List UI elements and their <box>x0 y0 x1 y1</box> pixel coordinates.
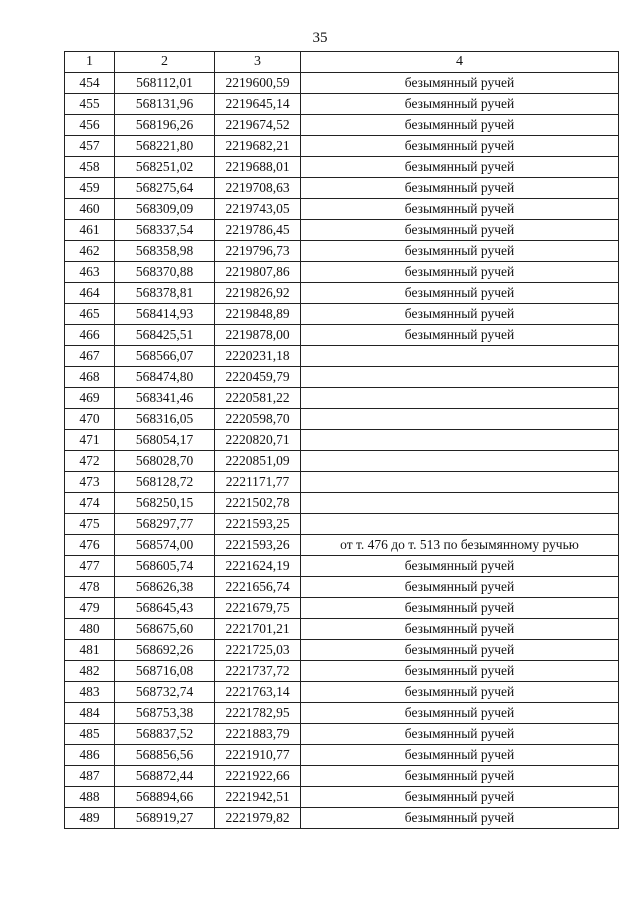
point-number-cell: 479 <box>65 598 115 619</box>
y-coordinate-cell: 2221922,66 <box>215 766 301 787</box>
x-coordinate-cell: 568251,02 <box>115 157 215 178</box>
table-row <box>65 241 619 262</box>
table-row <box>65 262 619 283</box>
header-col-2: 2 <box>115 52 215 73</box>
x-coordinate-cell: 568837,52 <box>115 724 215 745</box>
point-number-cell: 455 <box>65 94 115 115</box>
x-coordinate-cell: 568692,26 <box>115 640 215 661</box>
table-row <box>65 136 619 157</box>
description-cell: безымянный ручей <box>301 598 619 619</box>
table-row <box>65 283 619 304</box>
description-cell: безымянный ручей <box>301 94 619 115</box>
x-coordinate-cell: 568626,38 <box>115 577 215 598</box>
y-coordinate-cell: 2221782,95 <box>215 703 301 724</box>
point-number-cell: 478 <box>65 577 115 598</box>
description-cell: безымянный ручей <box>301 136 619 157</box>
y-coordinate-cell: 2221942,51 <box>215 787 301 808</box>
y-coordinate-cell: 2220820,71 <box>215 430 301 451</box>
point-number-cell: 460 <box>65 199 115 220</box>
y-coordinate-cell: 2221725,03 <box>215 640 301 661</box>
y-coordinate-cell: 2221593,25 <box>215 514 301 535</box>
x-coordinate-cell: 568645,43 <box>115 598 215 619</box>
point-number-cell: 461 <box>65 220 115 241</box>
table-row <box>65 430 619 451</box>
x-coordinate-cell: 568675,60 <box>115 619 215 640</box>
point-number-cell: 488 <box>65 787 115 808</box>
y-coordinate-cell: 2221502,78 <box>215 493 301 514</box>
point-number-cell: 480 <box>65 619 115 640</box>
point-number-cell: 473 <box>65 472 115 493</box>
x-coordinate-cell: 568337,54 <box>115 220 215 241</box>
y-coordinate-cell: 2221701,21 <box>215 619 301 640</box>
table-row <box>65 535 619 556</box>
x-coordinate-cell: 568275,64 <box>115 178 215 199</box>
description-cell: безымянный ручей <box>301 73 619 94</box>
x-coordinate-cell: 568474,80 <box>115 367 215 388</box>
x-coordinate-cell: 568574,00 <box>115 535 215 556</box>
table-row <box>65 409 619 430</box>
description-cell: безымянный ручей <box>301 241 619 262</box>
header-col-1: 1 <box>65 52 115 73</box>
point-number-cell: 459 <box>65 178 115 199</box>
x-coordinate-cell: 568316,05 <box>115 409 215 430</box>
point-number-cell: 483 <box>65 682 115 703</box>
description-cell: безымянный ручей <box>301 220 619 241</box>
description-cell <box>301 451 619 472</box>
point-number-cell: 485 <box>65 724 115 745</box>
coordinates-table <box>64 51 619 829</box>
x-coordinate-cell: 568872,44 <box>115 766 215 787</box>
y-coordinate-cell: 2219674,52 <box>215 115 301 136</box>
x-coordinate-cell: 568370,88 <box>115 262 215 283</box>
description-cell: безымянный ручей <box>301 283 619 304</box>
y-coordinate-cell: 2220459,79 <box>215 367 301 388</box>
y-coordinate-cell: 2221763,14 <box>215 682 301 703</box>
table-row <box>65 220 619 241</box>
description-cell: безымянный ручей <box>301 787 619 808</box>
y-coordinate-cell: 2219600,59 <box>215 73 301 94</box>
table-row <box>65 640 619 661</box>
y-coordinate-cell: 2221679,75 <box>215 598 301 619</box>
table-row <box>65 304 619 325</box>
description-cell <box>301 514 619 535</box>
point-number-cell: 456 <box>65 115 115 136</box>
point-number-cell: 481 <box>65 640 115 661</box>
x-coordinate-cell: 568112,01 <box>115 73 215 94</box>
table-row <box>65 94 619 115</box>
y-coordinate-cell: 2219708,63 <box>215 178 301 199</box>
table-row <box>65 682 619 703</box>
y-coordinate-cell: 2219743,05 <box>215 199 301 220</box>
header-col-3: 3 <box>215 52 301 73</box>
y-coordinate-cell: 2221737,72 <box>215 661 301 682</box>
x-coordinate-cell: 568196,26 <box>115 115 215 136</box>
table-row <box>65 346 619 367</box>
description-cell: безымянный ручей <box>301 157 619 178</box>
x-coordinate-cell: 568054,17 <box>115 430 215 451</box>
x-coordinate-cell: 568894,66 <box>115 787 215 808</box>
y-coordinate-cell: 2219786,45 <box>215 220 301 241</box>
description-cell <box>301 472 619 493</box>
x-coordinate-cell: 568605,74 <box>115 556 215 577</box>
point-number-cell: 471 <box>65 430 115 451</box>
description-cell: безымянный ручей <box>301 577 619 598</box>
table-body <box>65 73 619 829</box>
description-cell: безымянный ручей <box>301 325 619 346</box>
header-row <box>65 52 619 73</box>
description-cell: безымянный ручей <box>301 745 619 766</box>
description-cell: безымянный ручей <box>301 808 619 829</box>
y-coordinate-cell: 2219826,92 <box>215 283 301 304</box>
description-cell: безымянный ручей <box>301 262 619 283</box>
point-number-cell: 465 <box>65 304 115 325</box>
y-coordinate-cell: 2220598,70 <box>215 409 301 430</box>
x-coordinate-cell: 568856,56 <box>115 745 215 766</box>
point-number-cell: 458 <box>65 157 115 178</box>
description-cell: безымянный ручей <box>301 640 619 661</box>
y-coordinate-cell: 2220231,18 <box>215 346 301 367</box>
table-row <box>65 367 619 388</box>
table-row <box>65 325 619 346</box>
point-number-cell: 470 <box>65 409 115 430</box>
table-row <box>65 514 619 535</box>
point-number-cell: 462 <box>65 241 115 262</box>
x-coordinate-cell: 568128,72 <box>115 472 215 493</box>
x-coordinate-cell: 568566,07 <box>115 346 215 367</box>
table-row <box>65 703 619 724</box>
description-cell: безымянный ручей <box>301 304 619 325</box>
description-cell <box>301 388 619 409</box>
header-col-4: 4 <box>301 52 619 73</box>
table-row <box>65 661 619 682</box>
table-row <box>65 199 619 220</box>
description-cell <box>301 493 619 514</box>
point-number-cell: 486 <box>65 745 115 766</box>
description-cell <box>301 346 619 367</box>
x-coordinate-cell: 568753,38 <box>115 703 215 724</box>
description-cell: безымянный ручей <box>301 199 619 220</box>
description-cell: безымянный ручей <box>301 703 619 724</box>
table-row <box>65 388 619 409</box>
description-cell <box>301 367 619 388</box>
y-coordinate-cell: 2221656,74 <box>215 577 301 598</box>
point-number-cell: 466 <box>65 325 115 346</box>
description-cell <box>301 430 619 451</box>
description-cell: безымянный ручей <box>301 661 619 682</box>
y-coordinate-cell: 2221593,26 <box>215 535 301 556</box>
x-coordinate-cell: 568378,81 <box>115 283 215 304</box>
y-coordinate-cell: 2221624,19 <box>215 556 301 577</box>
point-number-cell: 476 <box>65 535 115 556</box>
table-row <box>65 556 619 577</box>
point-number-cell: 457 <box>65 136 115 157</box>
x-coordinate-cell: 568028,70 <box>115 451 215 472</box>
y-coordinate-cell: 2221883,79 <box>215 724 301 745</box>
table-row <box>65 766 619 787</box>
point-number-cell: 489 <box>65 808 115 829</box>
x-coordinate-cell: 568341,46 <box>115 388 215 409</box>
y-coordinate-cell: 2219688,01 <box>215 157 301 178</box>
description-cell: безымянный ручей <box>301 682 619 703</box>
table-row <box>65 451 619 472</box>
x-coordinate-cell: 568221,80 <box>115 136 215 157</box>
table-row <box>65 157 619 178</box>
point-number-cell: 477 <box>65 556 115 577</box>
y-coordinate-cell: 2219796,73 <box>215 241 301 262</box>
y-coordinate-cell: 2220851,09 <box>215 451 301 472</box>
table-row <box>65 178 619 199</box>
description-cell: безымянный ручей <box>301 619 619 640</box>
table-row <box>65 787 619 808</box>
x-coordinate-cell: 568131,96 <box>115 94 215 115</box>
x-coordinate-cell: 568425,51 <box>115 325 215 346</box>
x-coordinate-cell: 568309,09 <box>115 199 215 220</box>
table-row <box>65 808 619 829</box>
y-coordinate-cell: 2219807,86 <box>215 262 301 283</box>
point-number-cell: 467 <box>65 346 115 367</box>
point-number-cell: 475 <box>65 514 115 535</box>
point-number-cell: 463 <box>65 262 115 283</box>
x-coordinate-cell: 568716,08 <box>115 661 215 682</box>
description-cell: от т. 476 до т. 513 по безымянному ручью <box>301 535 619 556</box>
table-row <box>65 115 619 136</box>
table-row <box>65 577 619 598</box>
point-number-cell: 472 <box>65 451 115 472</box>
table-row <box>65 73 619 94</box>
x-coordinate-cell: 568358,98 <box>115 241 215 262</box>
y-coordinate-cell: 2221979,82 <box>215 808 301 829</box>
table-row <box>65 724 619 745</box>
x-coordinate-cell: 568732,74 <box>115 682 215 703</box>
y-coordinate-cell: 2221910,77 <box>215 745 301 766</box>
x-coordinate-cell: 568919,27 <box>115 808 215 829</box>
y-coordinate-cell: 2221171,77 <box>215 472 301 493</box>
description-cell: безымянный ручей <box>301 766 619 787</box>
table-row <box>65 619 619 640</box>
point-number-cell: 482 <box>65 661 115 682</box>
y-coordinate-cell: 2219848,89 <box>215 304 301 325</box>
point-number-cell: 474 <box>65 493 115 514</box>
x-coordinate-cell: 568250,15 <box>115 493 215 514</box>
description-cell: безымянный ручей <box>301 178 619 199</box>
point-number-cell: 454 <box>65 73 115 94</box>
table-row <box>65 745 619 766</box>
description-cell: безымянный ручей <box>301 556 619 577</box>
x-coordinate-cell: 568297,77 <box>115 514 215 535</box>
x-coordinate-cell: 568414,93 <box>115 304 215 325</box>
point-number-cell: 487 <box>65 766 115 787</box>
table-row <box>65 472 619 493</box>
table-row <box>65 493 619 514</box>
description-cell: безымянный ручей <box>301 115 619 136</box>
description-cell: безымянный ручей <box>301 724 619 745</box>
y-coordinate-cell: 2219682,21 <box>215 136 301 157</box>
y-coordinate-cell: 2220581,22 <box>215 388 301 409</box>
point-number-cell: 464 <box>65 283 115 304</box>
point-number-cell: 468 <box>65 367 115 388</box>
y-coordinate-cell: 2219645,14 <box>215 94 301 115</box>
y-coordinate-cell: 2219878,00 <box>215 325 301 346</box>
description-cell <box>301 409 619 430</box>
point-number-cell: 484 <box>65 703 115 724</box>
point-number-cell: 469 <box>65 388 115 409</box>
page-number: 35 <box>312 30 328 46</box>
table-row <box>65 598 619 619</box>
